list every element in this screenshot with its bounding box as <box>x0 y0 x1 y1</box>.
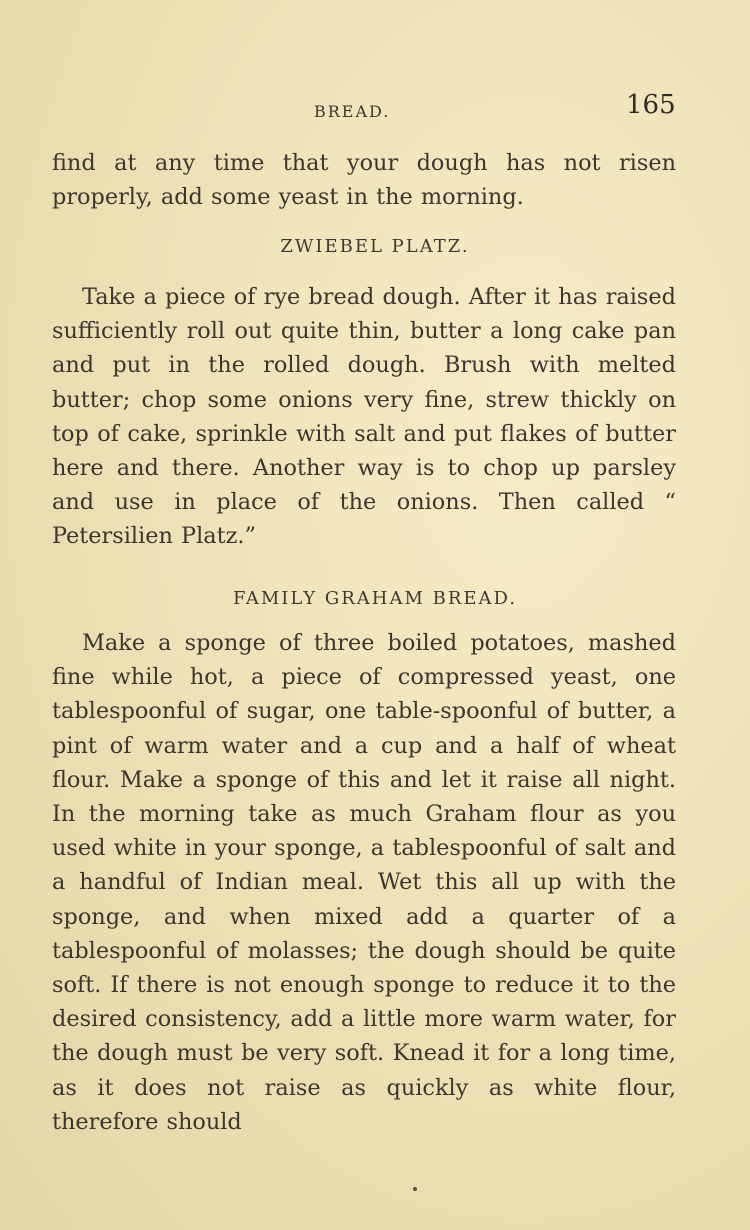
section-heading-zwiebel-platz: ZWIEBEL PLATZ. <box>280 236 470 257</box>
ink-speck <box>413 1187 417 1191</box>
running-title: BREAD. <box>314 102 391 121</box>
zwiebel-platz-paragraph: Take a piece of rye bread dough. After it has raised sufficiently roll out quite thin, butter a long cake pan and put in the rolled dough. Brush with melted butter; chop some onions very fine, strew thickly on top of cake, sprinkle with salt and put flakes of butter here and there. Another way is to chop up parsley and use in place of the onions. Then called “ Petersilien Platz.” <box>52 284 676 550</box>
continuation-paragraph: find at any time that your dough has not risen properly, add some yeast in the morning. <box>52 150 676 211</box>
family-graham-bread-paragraph: Make a sponge of three boiled potatoes, mashed fine while hot, a piece of compressed yeast, one tablespoonful of sugar, one table-spoonful of butter, a pint of warm water and a cup and a half of wheat flour. Make a sponge of this and let it raise all night. In the morning take as much Graham flour as you used white in your sponge, a tablespoonful of salt and a handful of Indian meal. Wet this all up with the sponge, and when mixed add a quarter of a tablespoonful of molasses; the dough should be quite soft. If there is not enough sponge to reduce it to the desired consistency, add a little more warm water, for the dough must be very soft. Knead it for a long time, as it does not raise as quickly as white flour, therefore should <box>52 630 676 1135</box>
running-head <box>0 90 750 136</box>
page-number: 165 <box>626 90 676 120</box>
section-heading-family-graham-bread: FAMILY GRAHAM BREAD. <box>232 588 518 609</box>
